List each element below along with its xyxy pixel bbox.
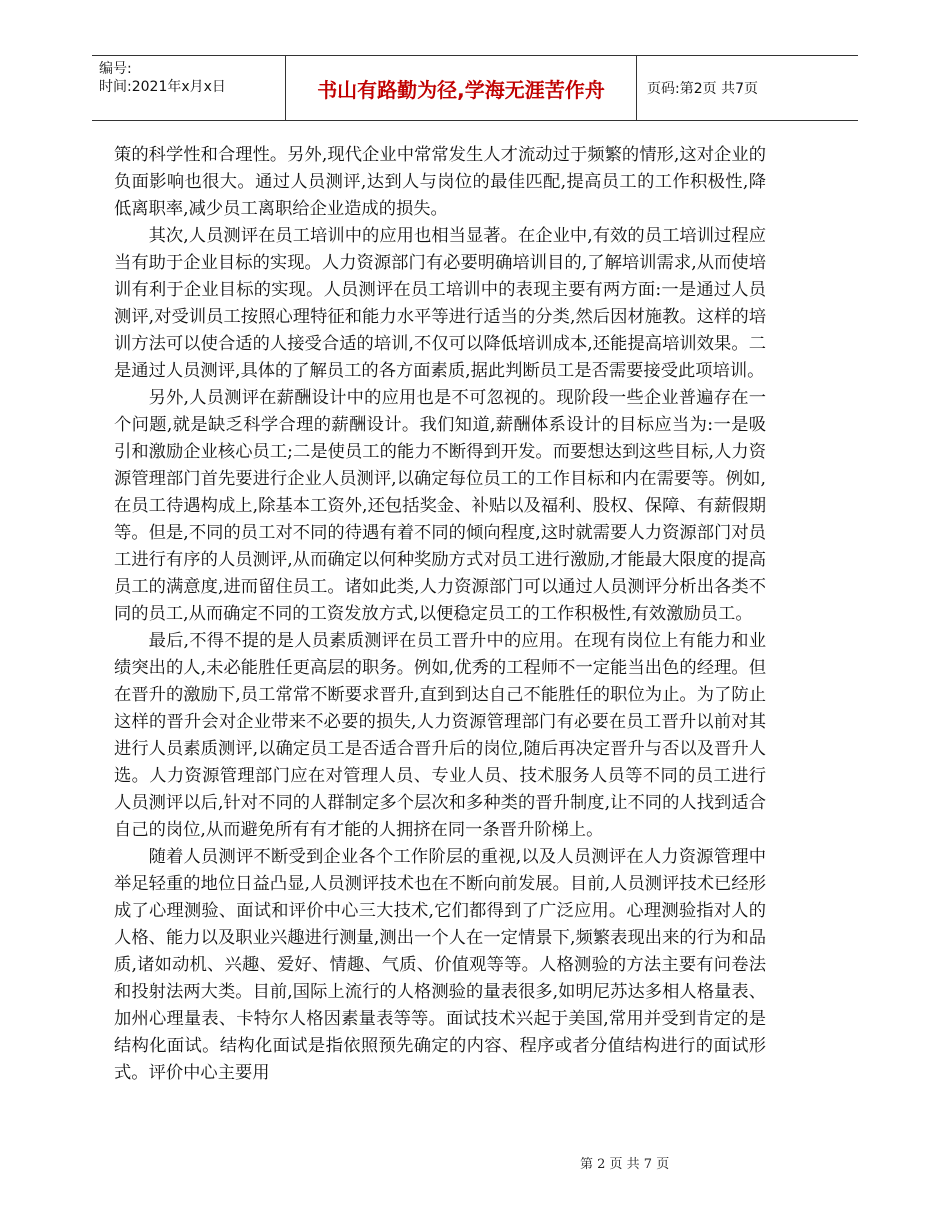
header-meta [92,56,285,120]
paragraph-continuation: 策的科学性和合理性。另外,现代企业中常常发生人才流动过于频繁的情形,这对企业的负面影响也很大。通过人员测评,达到人与岗位的最佳匹配,提高员工的工作积极性,降低离职率,减少员工离职给企业造成的损失。 [114,145,766,219]
paragraph-compensation: 另外,人员测评在薪酬设计中的应用也是不可忽视的。现阶段一些企业普遍存在一个问题,就是缺乏科学合理的薪酬设计。我们知道,薪酬体系设计的目标应当为:一是吸引和激励企业核心员工;二是使员工的能力不断得到开发。而要想达到这些目标,人力资源管理部门首先要进行企业人员测评,以确定每位员工的工作目标和内在需要等。例如,在员工待遇构成上,除基本工资外,还包括奖金、补贴以及福利、股权、保障、有薪假期等。但是,不同的员工对不同的待遇有着不同的倾向程度,这时就需要人力资源部门对员工进行有序的人员测评,从而确定以何种奖励方式对员工进行激励,才能最大限度的提高员工的满意度,进而留住员工。诸如此类,人力资源部门可以通过人员测评分析出各类不同的员工,从而确定不同的工资发放方式,以便稳定员工的工作积极性,有效激励员工。 [114,388,766,624]
document-body [114,142,766,1087]
paragraph-promotion: 最后,不得不提的是人员素质测评在员工晋升中的应用。在现有岗位上有能力和业绩突出的人,未必能胜任更高层的职务。例如,优秀的工程师不一定能当出色的经理。但在晋升的激励下,员工常常不断要求晋升,直到到达自己不能胜任的职位为止。为了防止这样的晋升会对企业带来不必要的损失,人力资源管理部门有必要在员工晋升以前对其进行人员素质测评,以确定员工是否适合晋升后的岗位,随后再决定晋升与否以及晋升人选。人力资源管理部门应在对管理人员、专业人员、技术服务人员等不同的员工进行人员测评以后,针对不同的人群制定多个层次和多种类的晋升制度,让不同的人找到适合自己的岗位,从而避免所有有才能的人拥挤在同一条晋升阶梯上。 [114,631,766,840]
document-time-label: 时间:2021年x月x日 [99,79,226,95]
paragraph-training: 其次,人员测评在员工培训中的应用也相当显著。在企业中,有效的员工培训过程应当有助于企业目标的实现。人力资源部门有必要明确培训目的,了解培训需求,从而使培训有利于企业目标的实现。人员测评在员工培训中的表现主要有两方面:一是通过人员测评,对受训员工按照心理特征和能力水平等进行适当的分类,然后因材施教。这样的培训方法可以使合适的人接受合适的培训,不仅可以降低培训成本,还能提高培训效果。二是通过人员测评,具体的了解员工的各方面素质,据此判断员工是否需要接受此项培训。 [114,226,766,381]
header-page-number: 页码:第2页 共7页 [647,81,758,97]
page-footer: 第 2 页 共 7 页 [580,1157,670,1172]
paragraph-techniques: 随着人员测评不断受到企业各个工作阶层的重视,以及人员测评在人力资源管理中举足轻重的地位日益凸显,人员测评技术也在不断向前发展。目前,人员测评技术已经形成了心理测验、面试和评价中心三大技术,它们都得到了广泛应用。心理测验指对人的人格、能力以及职业兴趣进行测量,测出一个人在一定情景下,频繁表现出来的行为和品质,诸如动机、兴趣、爱好、情趣、气质、价值观等等。人格测验的方法主要有问卷法和投射法两大类。目前,国际上流行的人格测验的量表很多,如明尼苏达多相人格量表、加州心理量表、卡特尔人格因素量表等等。面试技术兴起于美国,常用并受到肯定的是结构化面试。结构化面试是指依照预先确定的内容、程序或者分值结构进行的面试形式。评价中心主要用 [114,847,766,1083]
page-header [92,55,858,121]
document-number-label: 编号: [99,61,132,77]
header-motto: 书山有路勤为径,学海无涯苦作舟 [285,56,637,120]
